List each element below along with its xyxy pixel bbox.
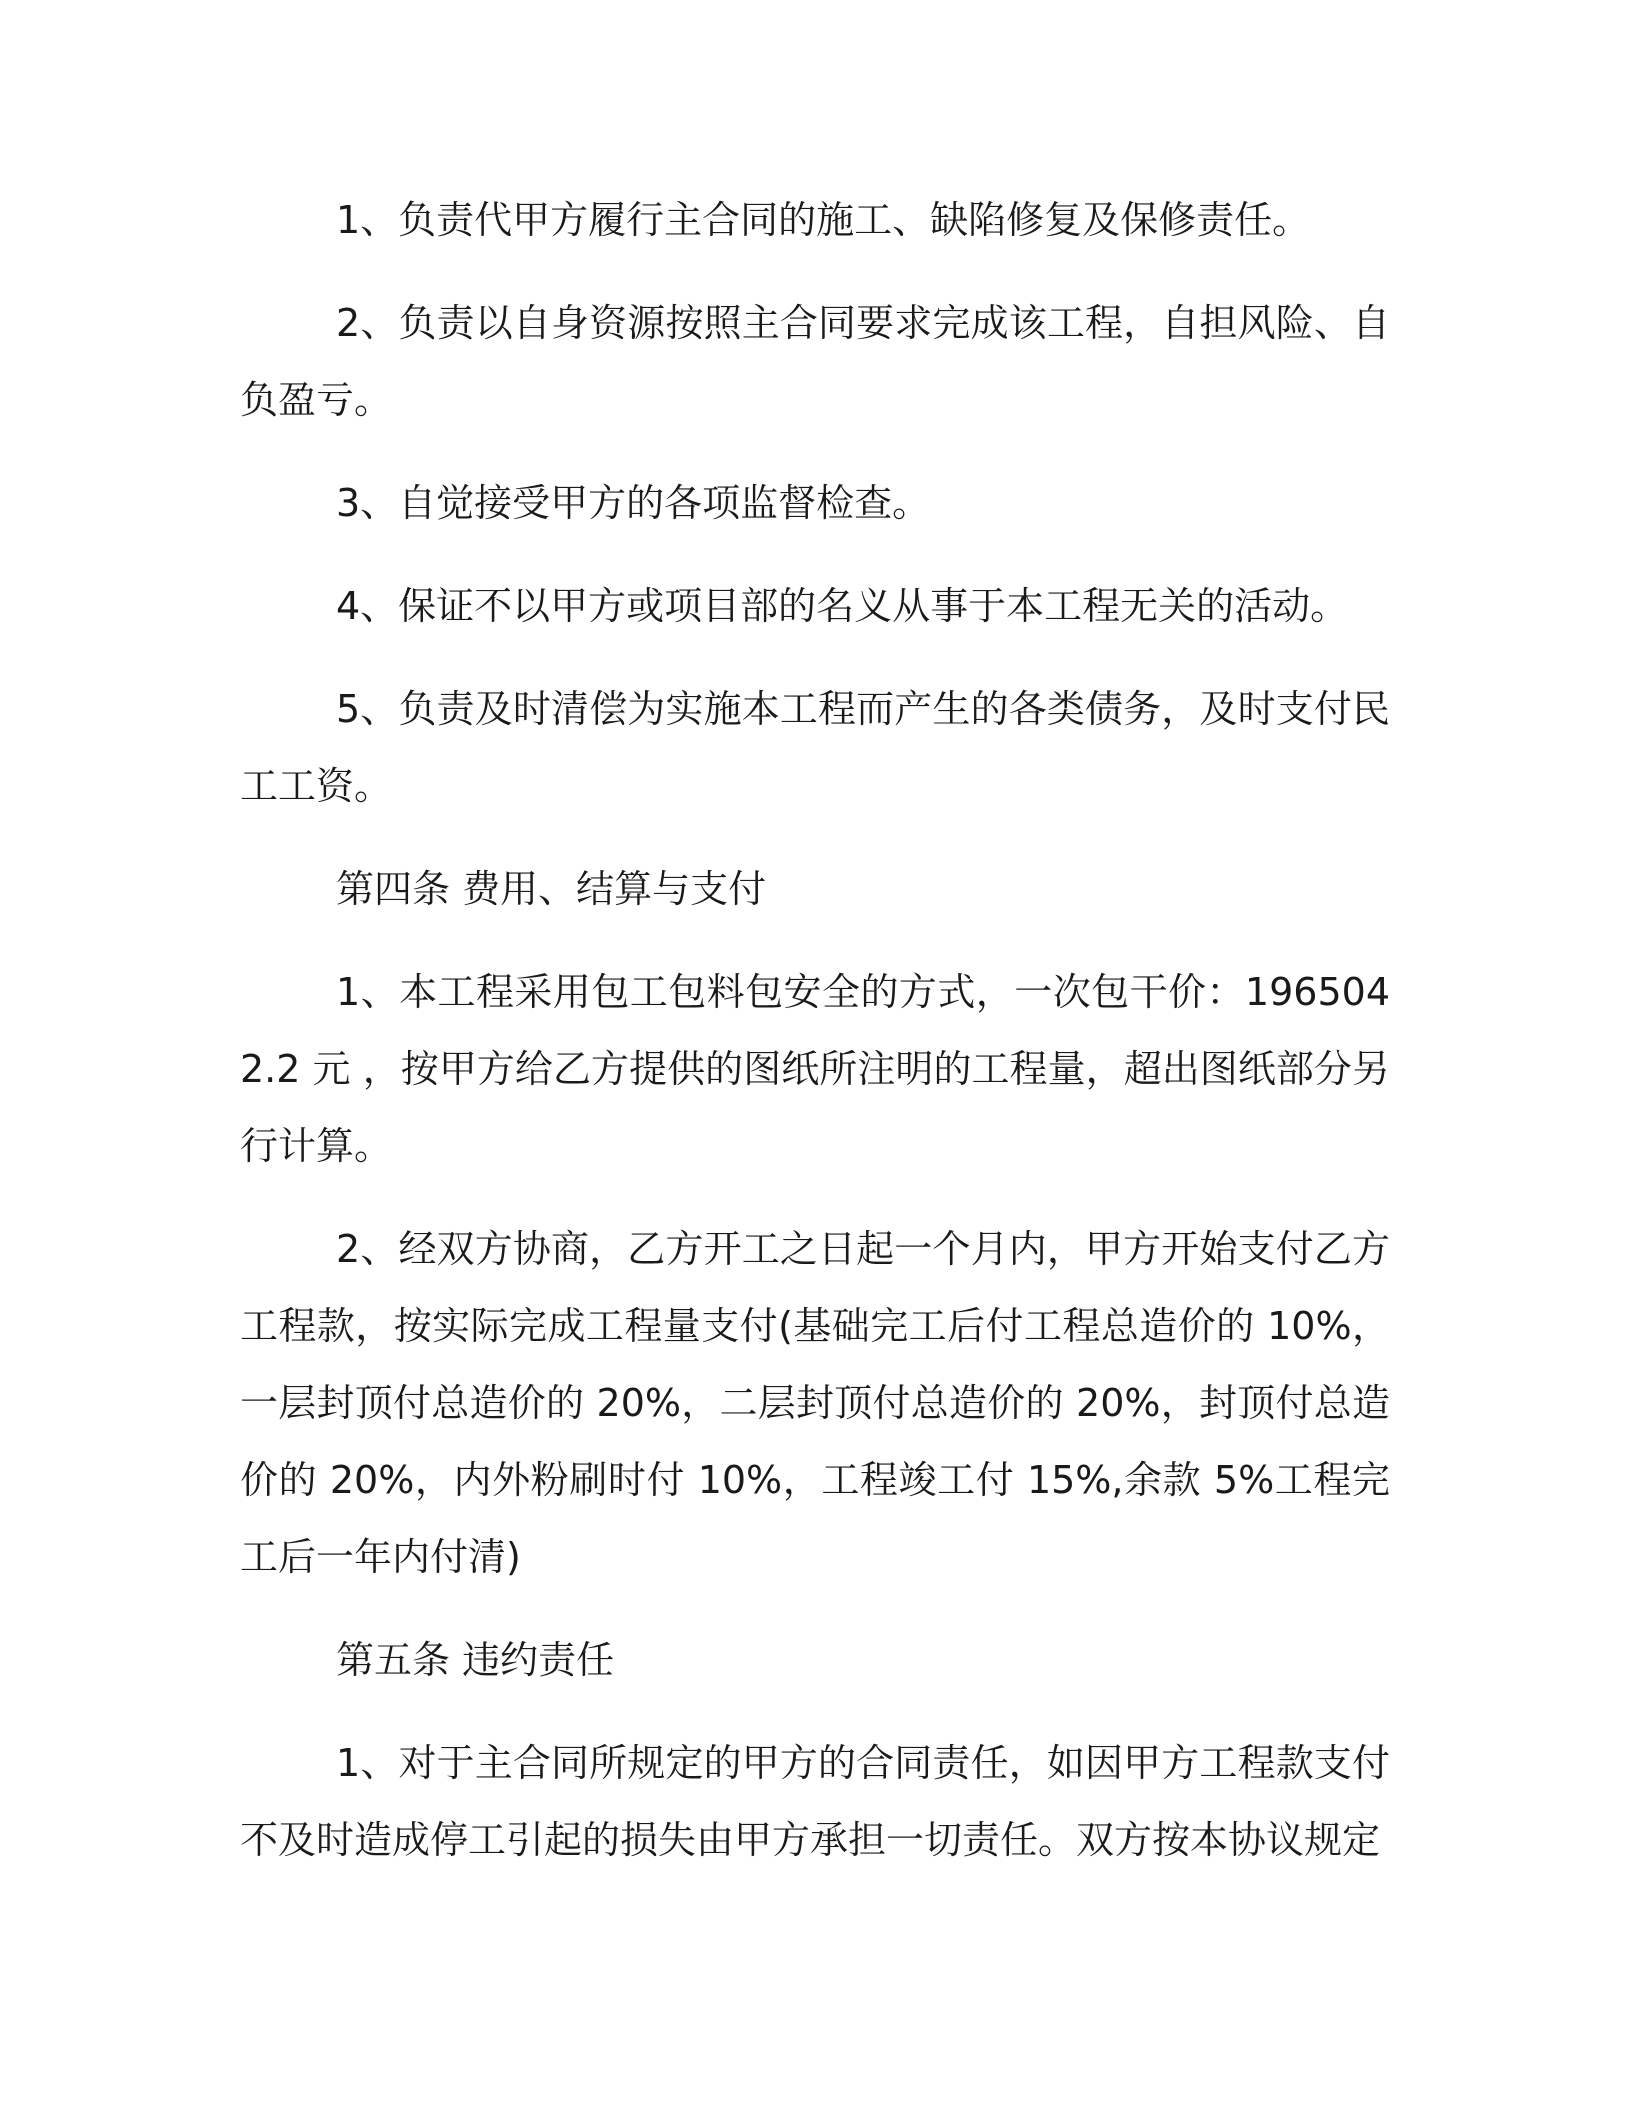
responsibility-item-4: 4、保证不以甲方或项目部的名义从事于本工程无关的活动。 [336,584,1349,628]
article-5-heading: 第五条 违约责任 [336,1638,615,1682]
responsibility-item-5: 5、负责及时清偿为实施本工程而产生的各类债务，及时支付民工工资。 [240,687,1390,808]
payment-item-1: 1、本工程采用包工包料包安全的方式，一次包干价：1965042.2 元 ，按甲方给乙方提供的图纸所注明的工程量，超出图纸部分另行计算。 [240,970,1390,1168]
document-body [240,182,1390,1905]
responsibility-item-2: 2、负责以自身资源按照主合同要求完成该工程，自担风险、自负盈亏。 [240,301,1390,422]
responsibility-item-3: 3、自觉接受甲方的各项监督检查。 [336,481,931,525]
payment-item-2: 2、经双方协商，乙方开工之日起一个月内，甲方开始支付乙方工程款，按实际完成工程量支付(基础完工后付工程总造价的 10%，一层封顶付总造价的 20%，二层封顶付总造价的 20%，封顶付总造价的 20%，内外粉刷时付 10%，工程竣工付 15%,余款 5%工程完工后一年内付清) [240,1227,1390,1579]
liability-item-1: 1、对于主合同所规定的甲方的合同责任，如因甲方工程款支付不及时造成停工引起的损失由甲方承担一切责任。双方按本协议规定 [240,1741,1390,1862]
article-4-heading: 第四条 费用、结算与支付 [336,867,767,911]
responsibility-item-1: 1、负责代甲方履行主合同的施工、缺陷修复及保修责任。 [336,198,1311,242]
